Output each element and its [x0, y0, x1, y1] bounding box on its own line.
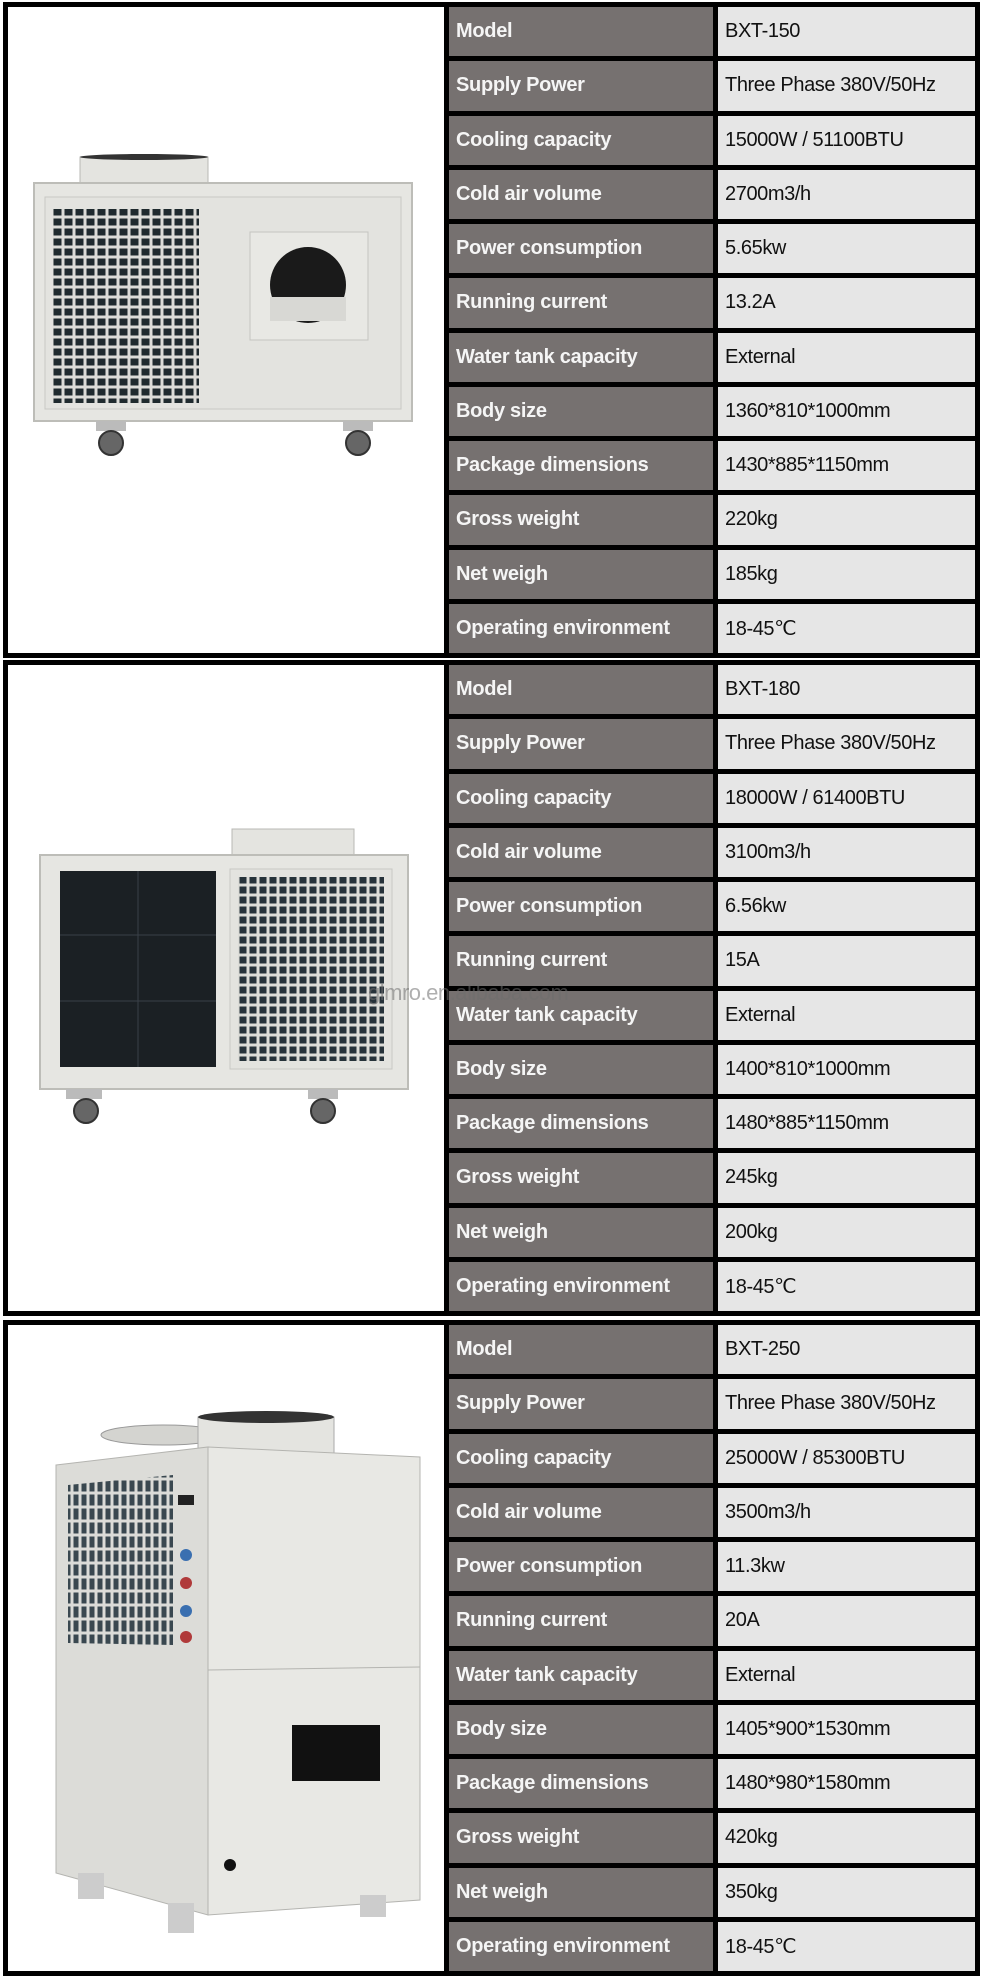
spec-value: 2700m3/h [716, 167, 978, 221]
spec-label: Gross weight [447, 493, 716, 547]
spec-label: Water tank capacity [447, 988, 716, 1042]
product-block-bxt-180 [3, 660, 975, 1316]
spec-label: Running current [447, 1594, 716, 1648]
spec-value: 1400*810*1000mm [716, 1042, 978, 1096]
table-row [447, 1377, 978, 1431]
spec-value: 11.3kw [716, 1540, 978, 1594]
table-row [447, 988, 978, 1042]
spec-value: 18000W / 61400BTU [716, 771, 978, 825]
spec-value: 15000W / 51100BTU [716, 113, 978, 167]
product-image-bxt-250 [8, 1325, 444, 1971]
spec-label: Model [447, 663, 716, 717]
spec-label: Package dimensions [447, 1097, 716, 1151]
product-block-bxt-150 [3, 2, 975, 658]
spec-table-bxt-150 [444, 2, 980, 658]
table-row [447, 1811, 978, 1865]
spec-label: Running current [447, 276, 716, 330]
table-row [447, 1323, 978, 1377]
watermark: glmro.en.alibaba.com [368, 980, 569, 1005]
table-row [447, 493, 978, 547]
table-row [447, 222, 978, 276]
spec-value: 20A [716, 1594, 978, 1648]
spec-value: 1480*980*1580mm [716, 1757, 978, 1811]
spec-label: Supply Power [447, 1377, 716, 1431]
spec-label: Operating environment [447, 601, 716, 655]
table-row [447, 825, 978, 879]
spec-value: 6.56kw [716, 880, 978, 934]
spec-value: BXT-150 [716, 5, 978, 59]
spec-value: 18-45℃ [716, 1919, 978, 1973]
table-row [447, 1919, 978, 1973]
spec-label: Water tank capacity [447, 330, 716, 384]
spec-value: External [716, 330, 978, 384]
table-row [447, 1648, 978, 1702]
spec-value: Three Phase 380V/50Hz [716, 717, 978, 771]
table-row [447, 113, 978, 167]
industrial-cooler-icon [8, 1325, 444, 1971]
spec-label: Package dimensions [447, 1757, 716, 1811]
spec-value: 1480*885*1150mm [716, 1097, 978, 1151]
spec-label: Model [447, 5, 716, 59]
table-row [447, 663, 978, 717]
spec-label: Cold air volume [447, 825, 716, 879]
spec-value: Three Phase 380V/50Hz [716, 1377, 978, 1431]
spec-label: Cold air volume [447, 167, 716, 221]
table-row [447, 934, 978, 988]
table-row [447, 439, 978, 493]
spec-value: 245kg [716, 1151, 978, 1205]
spec-value: External [716, 988, 978, 1042]
table-row [447, 1151, 978, 1205]
spec-value: 18-45℃ [716, 601, 978, 655]
spot-cooler-icon [8, 665, 444, 1311]
table-row [447, 1865, 978, 1919]
spec-value: 15A [716, 934, 978, 988]
spec-value: 18-45℃ [716, 1259, 978, 1313]
spec-value: 350kg [716, 1865, 978, 1919]
table-row [447, 547, 978, 601]
table-row [447, 1594, 978, 1648]
spec-value: 13.2A [716, 276, 978, 330]
spec-label: Body size [447, 1042, 716, 1096]
table-row [447, 1431, 978, 1485]
spec-label: Operating environment [447, 1259, 716, 1313]
spec-label: Body size [447, 384, 716, 438]
table-row [447, 771, 978, 825]
table-row [447, 1757, 978, 1811]
spec-value: 1430*885*1150mm [716, 439, 978, 493]
spec-label: Power consumption [447, 1540, 716, 1594]
table-row [447, 1485, 978, 1539]
spec-label: Gross weight [447, 1811, 716, 1865]
table-row [447, 330, 978, 384]
spec-value: 3100m3/h [716, 825, 978, 879]
spec-label: Cold air volume [447, 1485, 716, 1539]
spec-value: BXT-250 [716, 1323, 978, 1377]
table-row [447, 1702, 978, 1756]
table-row [447, 1259, 978, 1313]
spec-value: Three Phase 380V/50Hz [716, 59, 978, 113]
spec-label: Supply Power [447, 59, 716, 113]
spec-label: Operating environment [447, 1919, 716, 1973]
spec-value: 185kg [716, 547, 978, 601]
spec-value: 1360*810*1000mm [716, 384, 978, 438]
table-row [447, 717, 978, 771]
spec-label: Cooling capacity [447, 113, 716, 167]
spec-value: 25000W / 85300BTU [716, 1431, 978, 1485]
spec-table-bxt-250 [444, 1320, 980, 1976]
spec-value: BXT-180 [716, 663, 978, 717]
table-row [447, 1097, 978, 1151]
spec-label: Model [447, 1323, 716, 1377]
spec-label: Gross weight [447, 1151, 716, 1205]
table-row [447, 5, 978, 59]
spec-label: Cooling capacity [447, 771, 716, 825]
table-row [447, 276, 978, 330]
table-row [447, 384, 978, 438]
spec-value: 5.65kw [716, 222, 978, 276]
table-row [447, 1042, 978, 1096]
spec-value: 420kg [716, 1811, 978, 1865]
table-row [447, 167, 978, 221]
spec-label: Cooling capacity [447, 1431, 716, 1485]
spec-label: Net weigh [447, 1865, 716, 1919]
spec-label: Body size [447, 1702, 716, 1756]
spec-value: 1405*900*1530mm [716, 1702, 978, 1756]
spot-cooler-icon [8, 7, 444, 653]
table-row [447, 880, 978, 934]
spec-label: Water tank capacity [447, 1648, 716, 1702]
table-row [447, 59, 978, 113]
product-block-bxt-250 [3, 1320, 975, 1976]
spec-value: 200kg [716, 1205, 978, 1259]
table-row [447, 1205, 978, 1259]
table-row [447, 1540, 978, 1594]
spec-label: Package dimensions [447, 439, 716, 493]
product-image-bxt-150 [8, 7, 444, 653]
spec-value: 220kg [716, 493, 978, 547]
spec-label: Power consumption [447, 880, 716, 934]
spec-label: Net weigh [447, 547, 716, 601]
spec-value: 3500m3/h [716, 1485, 978, 1539]
spec-value: External [716, 1648, 978, 1702]
spec-label: Net weigh [447, 1205, 716, 1259]
spec-label: Supply Power [447, 717, 716, 771]
product-image-bxt-180 [8, 665, 444, 1311]
table-row [447, 601, 978, 655]
spec-table-bxt-180 [444, 660, 980, 1316]
spec-label: Power consumption [447, 222, 716, 276]
spec-label: Running current [447, 934, 716, 988]
